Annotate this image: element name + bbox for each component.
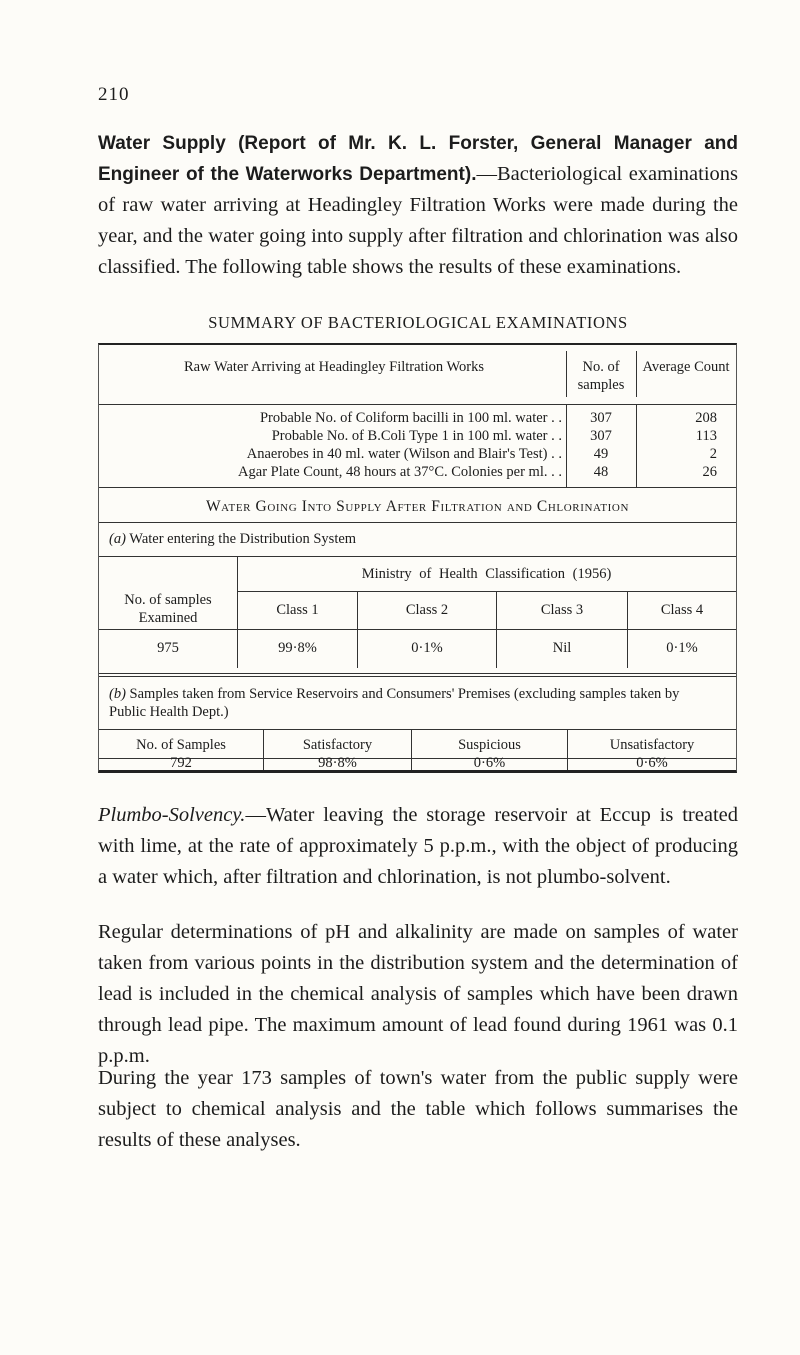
bacteriological-summary-table	[98, 343, 737, 773]
ph-paragraph: Regular determinations of pH and alkalinity are made on samples of water taken from various points in the distribution system and the determination of lead is included in the chemical analysis of samples which have been drawn through lead pipe. The maximum amount of lead found during 1961 was 0.1 p.p.m.	[98, 921, 738, 1067]
row-count: 113	[695, 428, 717, 444]
row-label: Anaerobes in 40 ml. water (Wilson and Blair's Test) . .	[246, 446, 562, 462]
row-samples: 48	[593, 464, 609, 480]
summary-title: SUMMARY OF BACTERIOLOGICAL EXAMINATIONS	[208, 313, 628, 332]
b-unsatisfactory-header: Unsatisfactory	[609, 737, 695, 753]
plumbo-solvency-paragraph	[98, 800, 738, 893]
section-b-title	[109, 685, 719, 721]
b-satisfactory-value: 98·8%	[318, 755, 357, 771]
b-unsatisfactory-value: 0·6%	[636, 755, 668, 771]
class-3-header: Class 3	[540, 602, 584, 618]
samples-examined-header: No. of samples Examined	[124, 592, 212, 626]
class-2-value: 0·1%	[411, 640, 443, 656]
section-a-label: (a)	[109, 531, 126, 547]
row-count: 2	[709, 446, 717, 462]
intro-heading: Water Supply (Report of Mr. K. L. Forster, General Manager and Engineer of the Waterworks Department).	[98, 133, 738, 185]
table-row	[99, 446, 736, 464]
b-suspicious-header: Suspicious	[458, 737, 521, 753]
row-count: 208	[695, 410, 717, 426]
plumbo-text: —Water leaving the storage reservoir at Eccup is treated with lime, at the rate of approximately 5 p.p.m., with the object of producing a water which, after filtration and chlorination, is not plumbo-solvent.	[98, 804, 738, 888]
row-count: 26	[702, 464, 717, 480]
b-satisfactory-header: Satisfactory	[302, 737, 373, 753]
row-label: Probable No. of Coliform bacilli in 100 ml. water . .	[259, 410, 562, 426]
supply-heading: Water Going Into Supply After Filtration and Chlorination	[205, 498, 630, 515]
average-count-header: Average Count	[642, 359, 730, 375]
samples-header: No. of samples	[577, 359, 625, 393]
class-4-header: Class 4	[660, 602, 704, 618]
intro-paragraph	[98, 128, 738, 283]
table-row	[99, 410, 736, 428]
plumbo-heading: Plumbo-Solvency.	[98, 804, 246, 826]
table-row	[99, 428, 736, 446]
section-a-title	[109, 531, 709, 548]
page-number: 210	[98, 84, 130, 105]
classification-header: Ministry of Health Classification (1956)	[361, 566, 612, 582]
section-b-text: Samples taken from Service Reservoirs and Consumers' Premises (excluding samples taken by Public Health Dept.)	[109, 686, 680, 720]
b-samples-header: No. of Samples	[136, 737, 226, 753]
row-samples: 49	[593, 446, 609, 462]
table-row	[99, 464, 736, 482]
intro-text: —Bacteriological examinations of raw water arriving at Headingley Filtration Works were made during the year, and the water going into supply after filtration and chlorination was also classified. The following table shows the results of these examinations.	[98, 163, 739, 278]
class-1-value: 99·8%	[278, 640, 317, 656]
section-a-samples-value: 975	[157, 640, 179, 656]
class-1-header: Class 1	[276, 602, 319, 618]
class-2-header: Class 2	[405, 602, 449, 618]
section-b-label: (b)	[109, 686, 126, 702]
class-4-value: 0·1%	[666, 640, 698, 656]
row-label: Probable No. of B.Coli Type 1 in 100 ml. water . .	[271, 428, 562, 444]
row-samples: 307	[590, 410, 612, 426]
class-3-value: Nil	[552, 640, 572, 656]
b-samples-value: 792	[170, 755, 192, 771]
raw-water-header: Raw Water Arriving at Headingley Filtration Works	[184, 359, 484, 375]
row-samples: 307	[590, 428, 612, 444]
section-a-text: Water entering the Distribution System	[129, 531, 357, 547]
row-label: Agar Plate Count, 48 hours at 37°C. Colonies per ml. . .	[238, 464, 562, 480]
chemical-analysis-paragraph: During the year 173 samples of town's water from the public supply were subject to chemical analysis and the table which follows summarises the results of these analyses.	[98, 1067, 738, 1151]
b-suspicious-value: 0·6%	[473, 755, 506, 771]
